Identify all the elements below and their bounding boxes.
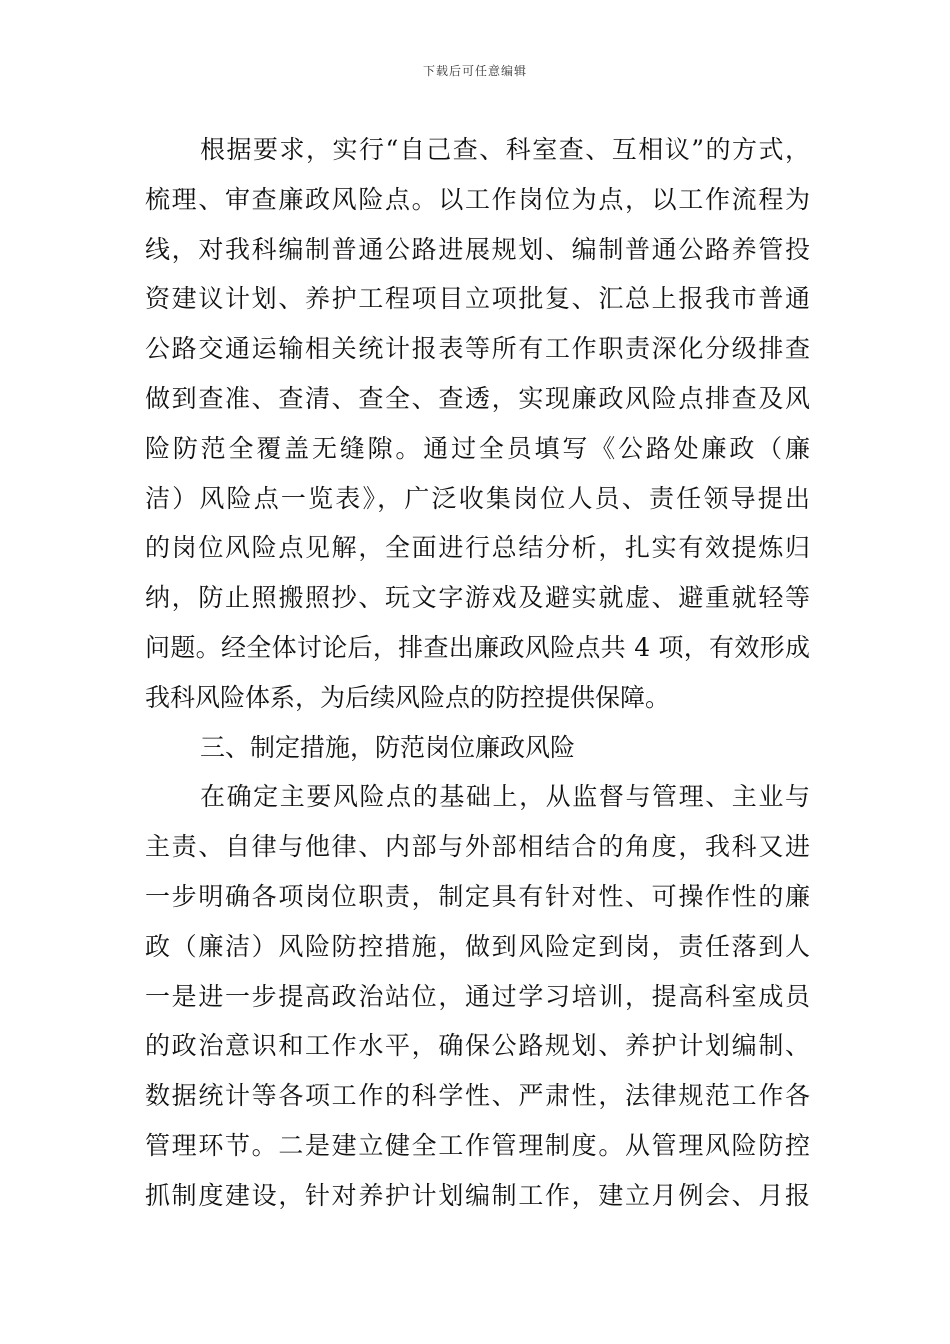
paragraph-line: 资建议计划、养护工程项目立项批复、汇总上报我市普通: [145, 284, 810, 314]
paragraph-line: 抓制度建设，针对养护计划编制工作，建立月例会、月报: [145, 1180, 810, 1210]
paragraph-line: 一步明确各项岗位职责，制定具有针对性、可操作性的廉: [145, 881, 810, 911]
paragraph-line: 的政治意识和工作水平，确保公路规划、养护计划编制、: [145, 1031, 810, 1061]
paragraph-line: 政（廉洁）风险防控措施，做到风险定到岗，责任落到人: [145, 931, 810, 961]
section-heading: 三、制定措施，防范岗位廉政风险: [200, 732, 576, 762]
paragraph-line: 数据统计等各项工作的科学性、严肃性，法律规范工作各: [145, 1081, 810, 1111]
paragraph-line: 我科风险体系，为后续风险点的防控提供保障。: [145, 682, 671, 712]
paragraph-line: 险防范全覆盖无缝隙。通过全员填写《公路处廉政（廉: [145, 433, 810, 463]
paragraph-line: 纳，防止照搬照抄、玩文字游戏及避实就虚、避重就轻等: [145, 583, 810, 613]
paragraph-line: 根据要求，实行“自己查、科室查、互相议”的方式，: [200, 135, 810, 164]
paragraph-line: 一是进一步提高政治站位，通过学习培训，提高科室成员: [145, 981, 810, 1011]
paragraph-line: 线，对我科编制普通公路进展规划、编制普通公路养管投: [145, 234, 810, 264]
paragraph-line: 主责、自律与他律、内部与外部相结合的角度，我科又进: [145, 832, 810, 862]
paragraph-line: 管理环节。二是建立健全工作管理制度。从管理风险防控: [145, 1130, 810, 1160]
paragraph-line: 做到查准、查清、查全、查透，实现廉政风险点排查及风: [145, 383, 810, 413]
paragraph-line: 问题。经全体讨论后，排查出廉政风险点共 4 项，有效形成: [145, 632, 810, 662]
paragraph-line: 洁）风险点一览表》，广泛收集岗位人员、责任领导提出: [145, 483, 810, 513]
paragraph-line: 在确定主要风险点的基础上，从监督与管理、主业与: [200, 782, 810, 812]
paragraph-line: 梳理、审查廉政风险点。以工作岗位为点，以工作流程为: [145, 184, 810, 214]
page-header: 下载后可任意编辑: [422, 64, 527, 78]
document-body: [145, 125, 810, 1221]
paragraph-line: 的岗位风险点见解，全面进行总结分析，扎实有效提炼归: [145, 533, 810, 563]
paragraph-line: 公路交通运输相关统计报表等所有工作职责深化分级排查: [145, 334, 810, 364]
